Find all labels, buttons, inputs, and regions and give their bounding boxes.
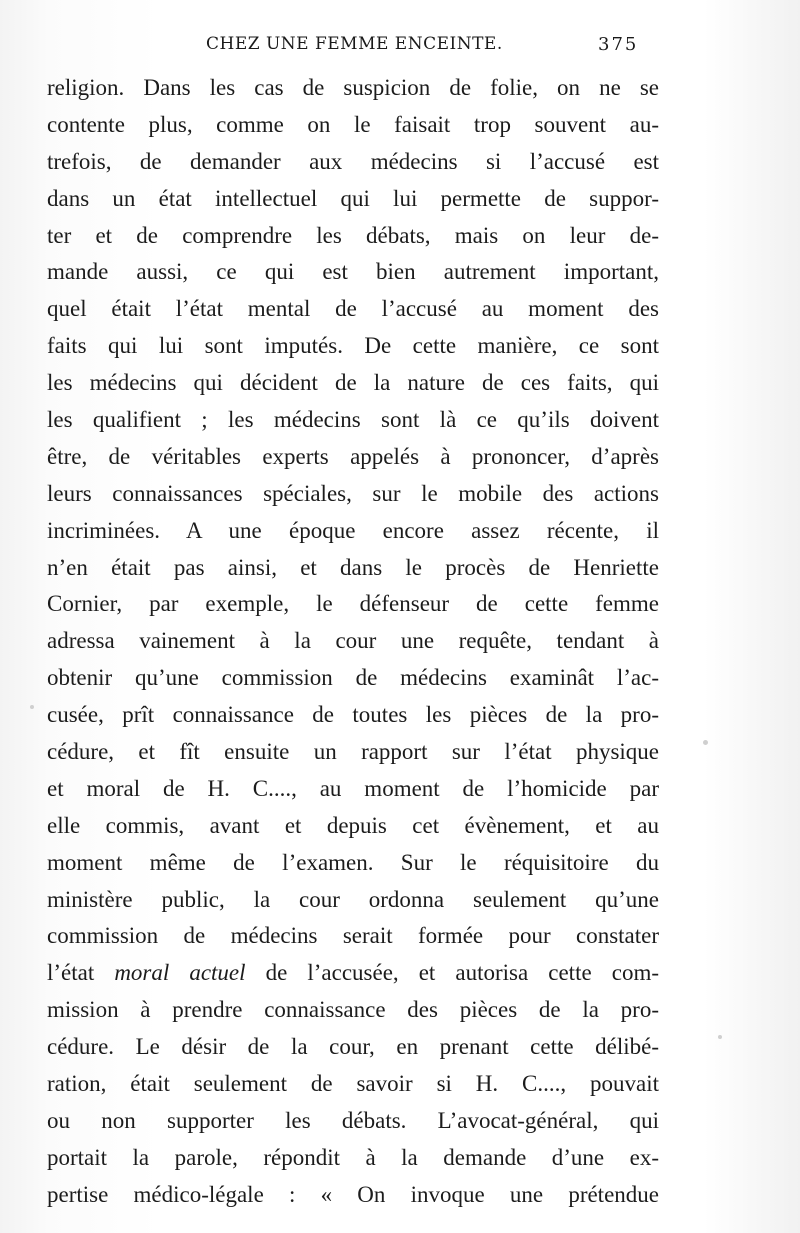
text-line: trefois, de demander aux médecins si l’accusé est <box>47 148 659 174</box>
text-line: ter et de comprendre les débats, mais on leur de- <box>47 222 659 248</box>
text-line: les médecins qui décident de la nature de ces faits, qui <box>47 370 659 396</box>
text-line: elle commis, avant et depuis cet évènement, et au <box>47 812 659 838</box>
text-line-with-italic <box>47 955 659 992</box>
text-line: leurs connaissances spéciales, sur le mobile des actions <box>47 480 659 506</box>
line-text: l’état <box>47 960 115 986</box>
text-line: mande aussi, ce qui est bien autrement important, <box>47 259 659 285</box>
line-text: de l’accusée, et autorisa cette com- <box>245 960 659 986</box>
text-line: obtenir qu’une commission de médecins examinât l’ac- <box>47 665 659 691</box>
text-line: incriminées. A une époque encore assez récente, il <box>47 517 659 543</box>
text-line: et moral de H. C...., au moment de l’homicide par <box>47 775 659 801</box>
text-line: quel était l’état mental de l’accusé au moment des <box>47 296 659 322</box>
page-number: 375 <box>598 34 639 55</box>
running-head <box>0 34 800 62</box>
paper-speck <box>703 740 708 745</box>
text-line: mission à prendre connaissance des pièces de la pro- <box>47 997 659 1023</box>
italic-phrase: moral actuel <box>114 960 246 986</box>
running-head-title: CHEZ UNE FEMME ENCEINTE. <box>206 34 503 54</box>
text-line: cédure. Le désir de la cour, en prenant cette délibé- <box>47 1034 659 1060</box>
text-line: ou non supporter les débats. L’avocat-général, qui <box>47 1107 659 1133</box>
text-line: cusée, prît connaissance de toutes les pièces de la pro- <box>47 702 659 728</box>
text-line: être, de véritables experts appelés à prononcer, d’après <box>47 443 659 469</box>
text-line: commission de médecins serait formée pour constater <box>47 923 659 949</box>
text-line: contente plus, comme on le faisait trop souvent au- <box>47 111 659 137</box>
paper-speck <box>30 705 34 709</box>
text-line: religion. Dans les cas de suspicion de folie, on ne se <box>47 75 659 100</box>
body-text <box>47 70 659 1214</box>
text-line: cédure, et fît ensuite un rapport sur l’état physique <box>47 739 659 765</box>
text-line: portait la parole, répondit à la demande d’une ex- <box>47 1144 659 1170</box>
text-line: n’en était pas ainsi, et dans le procès de Henriette <box>47 554 659 580</box>
text-line: moment même de l’examen. Sur le réquisitoire du <box>47 849 659 875</box>
text-line: faits qui lui sont imputés. De cette manière, ce sont <box>47 333 659 359</box>
text-line: pertise médico-légale : « On invoque une prétendue <box>47 1181 659 1207</box>
text-line: adressa vainement à la cour une requête, tendant à <box>47 628 659 654</box>
text-line: les qualifient ; les médecins sont là ce qu’ils doivent <box>47 407 659 433</box>
text-line: dans un état intellectuel qui lui permette de suppor- <box>47 185 659 211</box>
text-line: ministère public, la cour ordonna seulement qu’une <box>47 886 659 912</box>
text-line: ration, était seulement de savoir si H. C...., pouvait <box>47 1071 659 1097</box>
text-line: Cornier, par exemple, le défenseur de cette femme <box>47 591 659 617</box>
paper-speck <box>718 1035 722 1039</box>
